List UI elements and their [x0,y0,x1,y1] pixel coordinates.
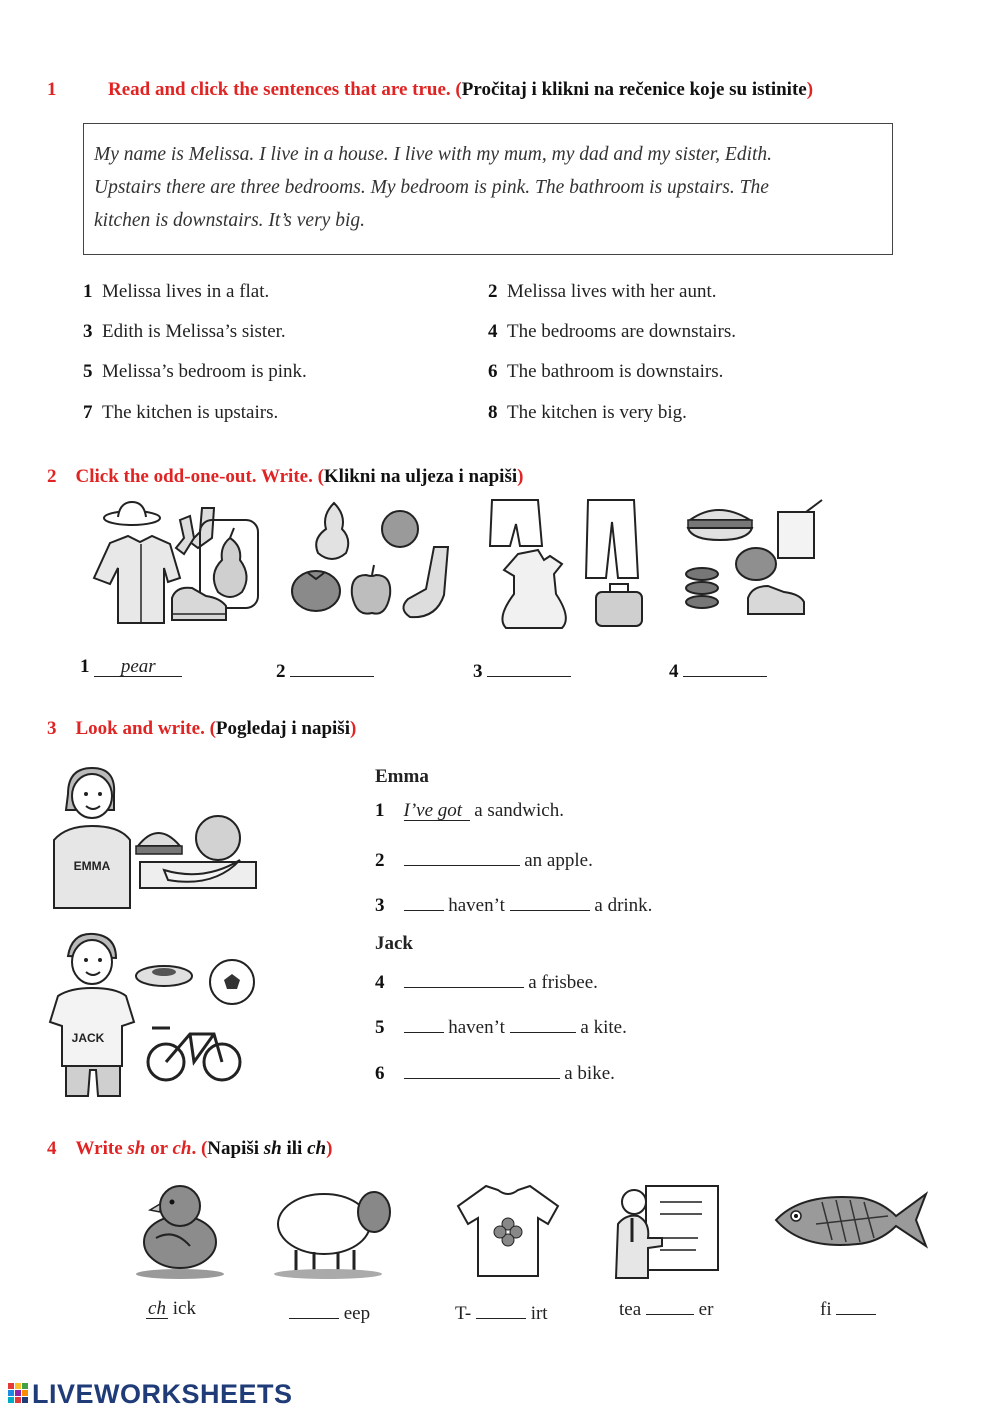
bike-icon [148,1028,240,1080]
story-line: kitchen is downstairs. It’s very big. [94,210,365,231]
answer-number: 3 [473,661,483,682]
word-tshirt [455,1298,548,1325]
socks-icon[interactable] [176,508,214,554]
answer-input[interactable]: pear [94,656,182,677]
section4-ch: ch [172,1138,192,1159]
sentence-text: Melissa lives with her aunt. [507,281,717,302]
word-chick [146,1298,196,1320]
odd-answer-4 [669,656,767,683]
fruit-group-picture [286,495,456,625]
tomato-icon[interactable] [292,571,340,611]
shoe-icon[interactable] [748,586,804,614]
tomato-icon[interactable] [736,548,776,580]
answer-input[interactable] [510,890,590,911]
section1-number: 1 [47,79,57,100]
section2-close: ) [517,466,524,487]
answer-input[interactable] [404,845,520,866]
clothes-group-2-picture [488,498,658,638]
clothes-group-picture [80,498,270,638]
sentence-number: 1 [83,281,93,302]
answer-input[interactable] [290,656,374,677]
section4-translation-ili: ili [281,1138,308,1159]
biscuits-icon[interactable] [686,568,718,608]
section3-instruction: Look and write. ( [75,718,216,739]
section4-dot: . ( [191,1138,208,1159]
jack-item-5 [375,1012,627,1039]
word-suffix: er [698,1299,714,1320]
section4-close: ) [326,1138,333,1159]
item-number: 4 [375,972,385,993]
word-sheep [289,1298,370,1325]
word-fish [820,1294,876,1321]
orange-icon[interactable] [382,511,418,547]
section4-title [47,1138,332,1160]
section4-or: or [145,1138,173,1159]
section2-number: 2 [47,466,57,487]
section3-number: 3 [47,718,57,739]
sentence-number: 2 [488,281,498,302]
answer-number: 1 [80,656,90,677]
word-prefix: T- [455,1303,472,1324]
sheep-icon [270,1180,394,1280]
word-prefix: tea [619,1299,642,1320]
answer-input[interactable] [836,1294,876,1315]
sentence-text: The kitchen is very big. [507,402,687,423]
logo-mark-icon [6,1381,30,1407]
answer-number: 4 [669,661,679,682]
answer-number: 2 [276,661,286,682]
jack-shirt-label: JACK [71,1031,105,1045]
logo-text: LIVEWORKSHEETS [32,1378,293,1409]
sandwich-icon[interactable] [688,510,752,540]
sentence-option-2[interactable] [488,281,717,303]
section1-title [108,79,813,101]
item-number: 3 [375,895,385,916]
answer-input[interactable] [404,890,444,911]
section4-instruction: Write [75,1138,128,1159]
section4-translation-sh: sh [263,1138,282,1159]
emma-item-1 [375,800,564,822]
section3-title [47,718,356,740]
food-tray-icon [136,816,256,888]
answer-input[interactable]: ch [146,1298,168,1319]
item-mid-text: haven’t [448,1017,505,1038]
item-mid-text: haven’t [448,895,505,916]
section4-sh: sh [127,1138,146,1159]
item-text: a frisbee. [528,972,598,993]
odd-answer-1 [80,656,182,678]
sentence-text: Edith is Melissa’s sister. [102,321,286,342]
sentence-option-6[interactable] [488,361,723,383]
hat-icon[interactable] [104,502,160,525]
word-suffix: ick [172,1298,196,1319]
word-teacher [619,1294,713,1321]
sentence-text: The kitchen is upstairs. [102,402,279,423]
sentence-text: Melissa’s bedroom is pink. [102,361,307,382]
emma-name: Emma [375,766,429,787]
trousers-icon[interactable] [586,500,638,578]
answer-input[interactable]: I’ve got [404,800,470,821]
section4-translation: Napiši [207,1138,264,1159]
answer-input[interactable] [510,1012,576,1033]
tshirt-icon [452,1180,564,1280]
word-suffix: irt [530,1303,548,1324]
sentence-number: 8 [488,402,498,423]
section2-instruction: Click the odd-one-out. Write. ( [75,466,324,487]
sentence-text: The bedrooms are downstairs. [507,321,736,342]
ball-icon [210,960,254,1004]
section1-instruction: Read and click the sentences that are true. ( [108,79,462,100]
answer-input[interactable] [404,967,524,988]
frisbee-icon [136,966,192,986]
sock-icon[interactable] [403,547,448,617]
emma-item-3 [375,890,652,917]
boy-icon [50,934,134,1096]
jack-name: Jack [375,933,413,954]
section1-header [47,79,57,101]
sentence-number: 4 [488,321,498,342]
sentence-text: Melissa lives in a flat. [102,281,270,302]
section4-number: 4 [47,1138,57,1159]
answer-input[interactable] [487,656,571,677]
shorts-icon[interactable] [490,500,542,546]
emma-item-2 [375,845,593,872]
section3-translation: Pogledaj i napiši [215,718,350,739]
food-group-picture [682,498,842,624]
item-number: 2 [375,850,385,871]
answer-input[interactable] [476,1298,526,1319]
pear-icon[interactable] [316,503,348,559]
item-number: 5 [375,1017,385,1038]
sentence-option-8[interactable] [488,402,687,424]
sentence-option-3[interactable] [83,321,286,343]
jack-picture [44,930,264,1100]
answer-input[interactable] [289,1298,339,1319]
sentence-number: 6 [488,361,498,382]
item-text: a sandwich. [474,800,564,821]
sentence-number: 7 [83,402,93,423]
sentence-text: The bathroom is downstairs. [507,361,724,382]
item-text: a bike. [564,1063,615,1084]
odd-answer-2 [276,656,374,683]
jack-item-4 [375,967,598,994]
emma-shirt-label: EMMA [73,859,111,873]
sentence-option-4[interactable] [488,321,736,343]
answer-input[interactable] [683,656,767,677]
sentence-option-5[interactable] [83,361,307,383]
item-text: a kite. [580,1017,627,1038]
word-prefix: fi [820,1299,832,1320]
girl-icon [54,768,130,908]
odd-answer-3 [473,656,571,683]
item-number: 6 [375,1063,385,1084]
answer-input[interactable] [404,1012,444,1033]
story-box [83,123,893,255]
liveworksheets-logo[interactable] [6,1380,293,1408]
section1-translation: Pročitaj i klikni na rečenice koje su istinite [461,79,807,100]
sentence-number: 5 [83,361,93,382]
sentence-number: 3 [83,321,93,342]
item-number: 1 [375,800,385,821]
apple-icon[interactable] [352,565,390,614]
story-line: My name is Melissa. I live in a house. I live with my mum, my dad and my sister, Edith. [94,144,773,165]
section1-close: ) [806,79,814,100]
section2-translation: Klikni na uljeza i napiši [323,466,518,487]
fish-icon [772,1184,930,1256]
shirt-icon[interactable] [94,536,180,623]
section4-translation-ch: ch [307,1138,327,1159]
word-suffix: eep [343,1303,371,1324]
item-text: an apple. [524,850,593,871]
section3-close: ) [349,718,357,739]
teacher-icon [612,1182,724,1282]
emma-picture [44,764,264,914]
jack-item-6 [375,1058,615,1085]
dress-icon[interactable] [502,550,565,628]
sentence-option-1[interactable] [83,281,269,303]
chick-icon [120,1172,224,1282]
answer-input[interactable] [646,1294,694,1315]
item-text: a drink. [594,895,653,916]
sentence-option-7[interactable] [83,402,278,424]
story-line: Upstairs there are three bedrooms. My bedroom is pink. The bathroom is upstairs. The [94,177,769,198]
answer-input[interactable] [404,1058,560,1079]
bag-icon[interactable] [596,584,642,626]
section2-title [47,466,523,488]
juice-box-icon[interactable] [778,500,822,558]
